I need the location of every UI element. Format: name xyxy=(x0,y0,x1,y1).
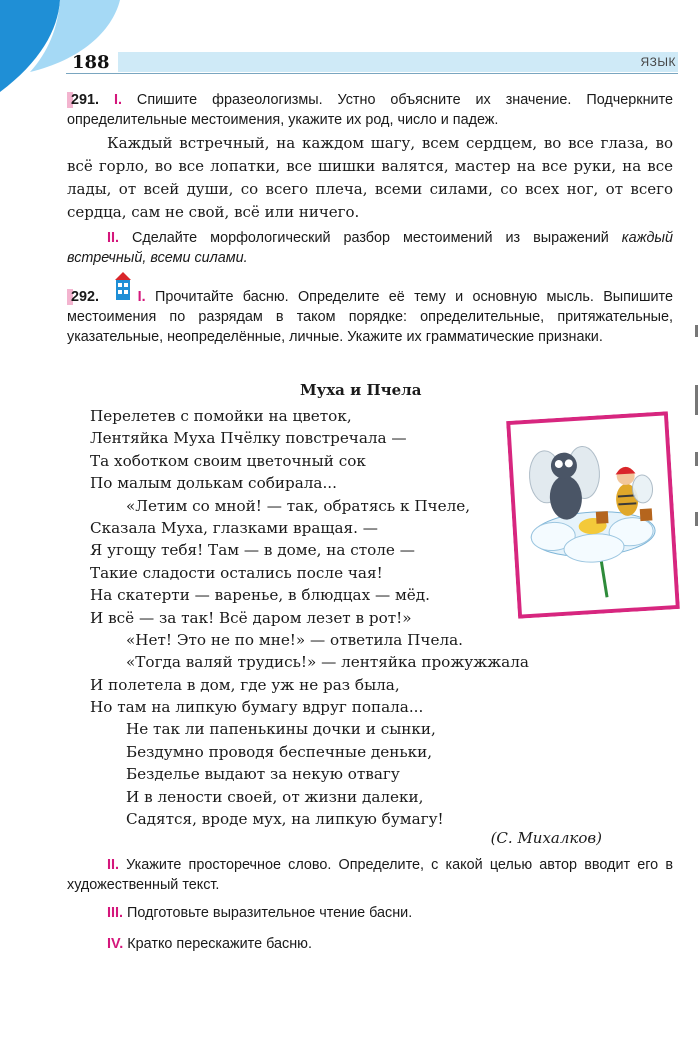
section-title: ЯЗЫК xyxy=(640,55,676,69)
task-291-part2 xyxy=(67,228,673,268)
poem-line: Перелетев с помойки на цветок, xyxy=(90,407,352,425)
poem-line: Не так ли папенькины дочки и сынки, xyxy=(126,720,436,739)
poem-line: И полетела в дом, где уж не раз была, xyxy=(90,675,400,694)
header-divider xyxy=(66,73,678,74)
task-text: Укажите просторечное слово. Определите, с какой целью автор вводит его в художественный текст. xyxy=(67,857,673,893)
roman-numeral: I. xyxy=(137,289,146,305)
poem-line: Но там на липкую бумагу вдруг попала... xyxy=(90,698,424,717)
poem-line: Бездумно проводя беспечные деньки, xyxy=(126,742,433,761)
poem-line: По малым долькам собирала... xyxy=(90,474,337,493)
poem-line: «Летим со мной! — так, обратясь к Пчеле, xyxy=(126,496,471,515)
poem-line: Такие сладости остались после чая! xyxy=(90,563,383,582)
task-text: Сделайте морфологический разбор местоимений из выражений xyxy=(132,230,609,246)
poem-line: «Тогда валяй трудись!» — лентяйка прожужжала xyxy=(126,653,529,672)
poem-line: Садятся, вроде мух, на липкую бумагу! xyxy=(126,810,444,829)
task-292-part3 xyxy=(67,903,673,923)
roman-numeral: I. xyxy=(113,92,122,108)
poem-line: И всё — за так! Всё даром лезет в рот!» xyxy=(90,608,412,627)
poem-line: Лентяйка Муха Пчёлку повстречала — xyxy=(90,429,407,448)
task-italic-text: каждый встречный, всеми силами. xyxy=(67,230,674,266)
margin-mark xyxy=(695,452,698,466)
margin-mark xyxy=(695,385,698,415)
task-292-part2 xyxy=(67,855,673,895)
poem-line: Сказала Муха, глазками вращая. — xyxy=(90,518,378,537)
task-292-part1 xyxy=(67,287,673,347)
header-bar xyxy=(118,52,678,72)
roman-numeral: II. xyxy=(107,857,119,873)
poem-line: Я угощу тебя! Там — в доме, на столе — xyxy=(90,541,415,560)
idioms-list: Каждый встречный, на каждом шагу, всем сердцем, во все глаза, во всё горло, во все лопатки, все шишки валятся, мастер на все руки, на все лады, от всей души, со всего плеча, всеми силами, со всех ног, от всего сердца, сам не свой, всё или ничего. xyxy=(67,134,673,221)
task-291-part1 xyxy=(67,90,673,130)
task-text: Спишите фразеологизмы. Устно объясните их значение. Подчеркните определительные местоимения, укажите их род, число и падеж. xyxy=(67,92,674,128)
roman-numeral: II. xyxy=(107,230,119,246)
poem xyxy=(90,405,529,830)
task-text: Кратко перескажите басню. xyxy=(127,936,312,952)
task-text: Подготовьте выразительное чтение басни. xyxy=(127,905,413,921)
corner-decoration xyxy=(0,0,700,100)
roman-numeral: IV. xyxy=(107,936,124,952)
margin-mark xyxy=(695,325,698,337)
poem-author: (С. Михалков) xyxy=(490,829,602,847)
fly-and-bee-illustration xyxy=(506,411,680,619)
roman-numeral: III. xyxy=(107,905,123,921)
poem-line: Та хоботком своим цветочный сок xyxy=(90,451,366,470)
task-292-part4 xyxy=(67,934,673,954)
poem-line: «Нет! Это не по мне!» — ответила Пчела. xyxy=(126,630,463,649)
poem-line: Безделье выдают за некую отвагу xyxy=(126,765,400,784)
margin-mark xyxy=(695,512,698,526)
task-number-292: 292. xyxy=(67,289,99,305)
task-number-291: 291. xyxy=(67,92,99,108)
poem-title: Муха и Пчела xyxy=(300,381,422,399)
page-number: 188 xyxy=(72,52,110,73)
task-text: Прочитайте басню. Определите её тему и основную мысль. Выпишите местоимения по разрядам в таком порядке: определительные, притяжательные, указательные, неопределённые, личные. Укажите их грамматические признаки. xyxy=(67,289,673,345)
poem-line: На скатерти — варенье, в блюдцах — мёд. xyxy=(90,586,430,605)
poem-line: И в лености своей, от жизни далеки, xyxy=(126,787,424,806)
